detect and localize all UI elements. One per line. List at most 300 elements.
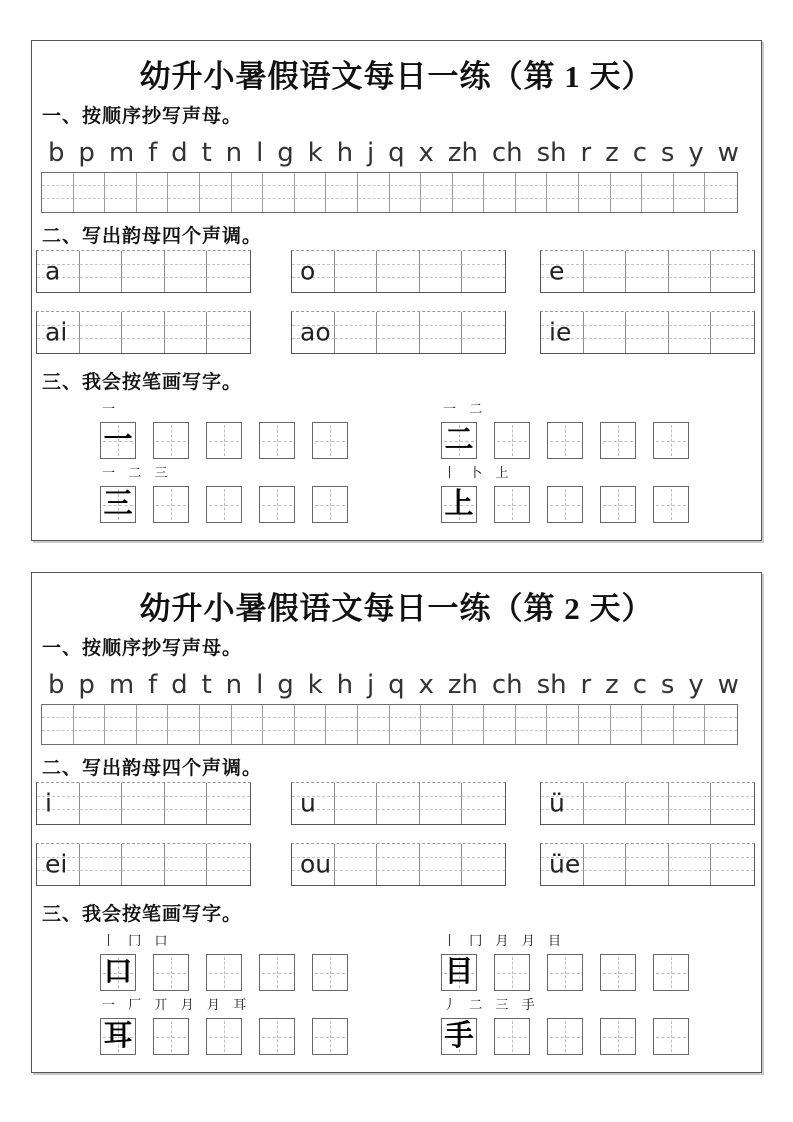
tone-cell: [122, 251, 165, 265]
section2-heading: 二、写出韵母四个声调。: [42, 758, 263, 779]
tone-cell: [711, 326, 754, 340]
tone-cell: [626, 844, 669, 858]
tone-cell: [584, 871, 627, 885]
initial-letter: w: [717, 670, 739, 700]
initial-letter: q: [388, 670, 405, 700]
tone-cell: [335, 326, 378, 340]
pinyin-grid-cell: [232, 718, 264, 731]
initial-letter: z: [605, 138, 619, 168]
stroke-order-hints: 一 二 三: [102, 465, 173, 480]
vowel-label: a: [45, 256, 61, 285]
pinyin-grid-cell: [263, 186, 295, 199]
tian-box-strip: [100, 422, 348, 459]
tian-box-practice: [312, 422, 348, 459]
pinyin-grid-cell: [642, 186, 674, 199]
tone-cell: [584, 312, 627, 326]
tone-cell: [335, 251, 378, 265]
tone-cell: [462, 326, 505, 340]
vowel-label: ie: [549, 317, 572, 346]
vowel-tone-grid: [540, 311, 755, 354]
model-character: 三: [103, 487, 133, 520]
vowel-row: [32, 311, 761, 354]
vowel-label: ou: [300, 849, 332, 878]
tone-cell: [80, 797, 123, 811]
tian-box-practice: [653, 1018, 689, 1055]
tone-cell: [711, 871, 754, 885]
tone-cell: [584, 339, 627, 353]
pinyin-grid-cell: [358, 718, 390, 731]
tian-box-strip: [100, 486, 348, 523]
vowel-tone-grid: [291, 843, 506, 886]
pinyin-grid-cell: [547, 705, 579, 718]
pinyin-grid-cell: [168, 718, 200, 731]
tone-cell: [80, 251, 123, 265]
tone-cell: [420, 858, 463, 872]
tian-box-practice: [547, 422, 583, 459]
char-practice-group: [100, 401, 348, 466]
initial-letter: t: [201, 670, 212, 700]
tone-cell: [626, 265, 669, 279]
tone-cell: [335, 278, 378, 292]
tone-cell: [80, 339, 123, 353]
initial-letter: y: [688, 670, 704, 700]
tian-box-model: [441, 486, 477, 523]
initial-letter: j: [366, 670, 375, 700]
worksheet-day-1: [31, 40, 762, 541]
tian-box-model: [100, 1018, 136, 1055]
pinyin-grid-cell: [547, 186, 579, 199]
initial-letter: r: [580, 138, 592, 168]
worksheet-day-2: [31, 572, 762, 1073]
tian-box-practice: [206, 1018, 242, 1055]
tone-cell: [80, 783, 123, 797]
initial-letter: q: [388, 138, 405, 168]
tone-cell: [207, 871, 250, 885]
section2-heading: 二、写出韵母四个声调。: [42, 226, 263, 247]
pinyin-grid-cell: [390, 731, 422, 744]
tone-cell: [711, 278, 754, 292]
tian-box-practice: [312, 954, 348, 991]
tone-cell: [711, 265, 754, 279]
char-practice-group: [441, 401, 689, 466]
pinyin-grid-cell: [484, 186, 516, 199]
pinyin-grid-cell: [358, 731, 390, 744]
initial-letter: f: [148, 670, 158, 700]
tone-cell: [165, 858, 208, 872]
tone-cell: [335, 810, 378, 824]
pinyin-grid-cell: [105, 186, 137, 199]
tone-cell: [377, 339, 420, 353]
tone-cell: [122, 783, 165, 797]
pinyin-grid-cell: [295, 731, 327, 744]
pinyin-grid-cell: [42, 186, 74, 199]
tone-cell: [669, 871, 712, 885]
tone-cell: [462, 844, 505, 858]
pinyin-grid-cell: [484, 199, 516, 212]
pinyin-grid-cell: [674, 705, 706, 718]
tone-cell: [669, 858, 712, 872]
initial-letter: l: [256, 138, 264, 168]
pinyin-copy-grid: [41, 704, 738, 745]
stroke-order-hints: 一 二: [443, 401, 488, 416]
tone-cell: [462, 278, 505, 292]
char-row: [32, 401, 761, 466]
vowel-label: ü: [549, 788, 565, 817]
pinyin-grid-cell: [295, 718, 327, 731]
tone-cell: [420, 810, 463, 824]
tone-cell: [584, 278, 627, 292]
pinyin-copy-grid: [41, 172, 738, 213]
initial-letter: y: [688, 138, 704, 168]
tone-cell: [669, 844, 712, 858]
vowel-tone-grid: [291, 250, 506, 293]
tone-cell: [165, 797, 208, 811]
tone-cell: [711, 251, 754, 265]
pinyin-grid-cell: [168, 731, 200, 744]
tian-box-strip: [100, 1018, 348, 1055]
pinyin-grid-cell: [579, 705, 611, 718]
tian-box-practice: [206, 486, 242, 523]
tian-box-model: [100, 422, 136, 459]
tian-box-practice: [547, 1018, 583, 1055]
tone-cell: [207, 265, 250, 279]
pinyin-grid-cell: [358, 705, 390, 718]
tone-cell: [122, 844, 165, 858]
tone-cell: [626, 326, 669, 340]
section3-heading: 三、我会按笔画写字。: [42, 372, 243, 393]
vowel-label: ei: [45, 849, 68, 878]
tone-cell: [207, 858, 250, 872]
vowel-tone-grid: [540, 250, 755, 293]
pinyin-grid-cell: [74, 199, 106, 212]
pinyin-grid-cell: [200, 718, 232, 731]
initials-row: [48, 667, 739, 703]
pinyin-grid-cell: [547, 718, 579, 731]
tone-cell: [584, 326, 627, 340]
vowel-label: u: [300, 788, 316, 817]
pinyin-grid-cell: [326, 705, 358, 718]
pinyin-grid-cell: [137, 199, 169, 212]
tone-cell: [122, 810, 165, 824]
model-character: 目: [444, 955, 474, 988]
vowel-tone-grid: [540, 782, 755, 825]
tian-box-practice: [494, 1018, 530, 1055]
tone-cell: [626, 251, 669, 265]
vowel-label: i: [45, 788, 52, 817]
tone-cell: [626, 339, 669, 353]
tone-cell: [207, 844, 250, 858]
pinyin-grid-cell: [705, 173, 737, 186]
tone-cell: [626, 858, 669, 872]
vowel-label: ao: [300, 317, 331, 346]
tian-box-practice: [600, 422, 636, 459]
initial-letter: ch: [491, 138, 523, 168]
char-practice-group: [441, 997, 689, 1062]
char-practice-group: [441, 933, 689, 998]
pinyin-grid-cell: [168, 186, 200, 199]
tone-cell: [335, 797, 378, 811]
tone-cell: [207, 797, 250, 811]
tian-box-practice: [653, 954, 689, 991]
pinyin-grid-cell: [516, 186, 548, 199]
tone-cell: [122, 339, 165, 353]
pinyin-grid-cell: [516, 718, 548, 731]
tian-box-strip: [441, 954, 689, 991]
tone-cell: [80, 312, 123, 326]
initials-row: [48, 135, 739, 171]
tone-cell: [122, 265, 165, 279]
tone-cell: [37, 797, 80, 811]
tone-cell: [669, 312, 712, 326]
pinyin-grid-cell: [200, 173, 232, 186]
tone-cell: [80, 858, 123, 872]
pinyin-grid-cell: [295, 186, 327, 199]
tone-cell: [80, 810, 123, 824]
initial-letter: c: [632, 138, 647, 168]
tone-cell: [335, 844, 378, 858]
pinyin-grid-cell: [484, 705, 516, 718]
pinyin-grid-cell: [137, 705, 169, 718]
tian-box-practice: [259, 954, 295, 991]
pinyin-grid-cell: [611, 199, 643, 212]
tone-cell: [377, 265, 420, 279]
tian-box-model: [441, 1018, 477, 1055]
tone-cell: [420, 844, 463, 858]
pinyin-grid-cell: [358, 186, 390, 199]
pinyin-grid-cell: [453, 199, 485, 212]
initial-letter: r: [580, 670, 592, 700]
tian-box-practice: [206, 422, 242, 459]
pinyin-grid-cell: [579, 718, 611, 731]
stroke-order-hints: 丨 冂 月 月 目: [443, 933, 567, 948]
tone-cell: [335, 783, 378, 797]
tone-cell: [37, 810, 80, 824]
model-character: 一: [103, 423, 133, 456]
pinyin-grid-cell: [674, 199, 706, 212]
tone-cell: [165, 339, 208, 353]
tone-cell: [207, 783, 250, 797]
pinyin-grid-cell: [390, 173, 422, 186]
char-row: [32, 933, 761, 998]
stroke-order-hints: 丿 二 三 手: [443, 997, 540, 1012]
pinyin-grid-cell: [263, 199, 295, 212]
tian-box-practice: [259, 422, 295, 459]
pinyin-grid-cell: [705, 186, 737, 199]
tone-cell: [335, 312, 378, 326]
tone-cell: [584, 797, 627, 811]
tone-cell: [711, 810, 754, 824]
initial-letter: sh: [536, 670, 567, 700]
tone-cell: [165, 844, 208, 858]
tone-cell: [462, 312, 505, 326]
pinyin-grid-cell: [105, 199, 137, 212]
pinyin-grid-cell: [137, 186, 169, 199]
pinyin-grid-cell: [326, 718, 358, 731]
pinyin-grid-cell: [547, 731, 579, 744]
pinyin-grid-cell: [74, 186, 106, 199]
pinyin-grid-cell: [200, 705, 232, 718]
tian-box-practice: [653, 422, 689, 459]
pinyin-grid-cell: [516, 199, 548, 212]
pinyin-grid-cell: [705, 705, 737, 718]
stroke-order-hints: 一 厂 丌 月 月 耳: [102, 997, 252, 1012]
pinyin-grid-cell: [137, 731, 169, 744]
pinyin-grid-cell: [105, 705, 137, 718]
tian-box-practice: [153, 1018, 189, 1055]
tone-cell: [420, 326, 463, 340]
initial-letter: p: [78, 670, 95, 700]
tian-box-practice: [547, 954, 583, 991]
tian-box-practice: [600, 1018, 636, 1055]
tone-cell: [80, 326, 123, 340]
tone-cell: [335, 339, 378, 353]
tone-cell: [165, 810, 208, 824]
pinyin-grid-cell: [453, 186, 485, 199]
initial-letter: s: [660, 138, 675, 168]
pinyin-grid-cell: [547, 199, 579, 212]
stroke-order-hints: 丨 冂 口: [102, 933, 173, 948]
pinyin-grid-cell: [200, 199, 232, 212]
tone-cell: [626, 810, 669, 824]
model-character: 口: [103, 955, 133, 988]
tone-cell: [626, 797, 669, 811]
model-character: 上: [444, 487, 474, 520]
tone-cell: [669, 278, 712, 292]
model-character: 耳: [103, 1019, 133, 1052]
pinyin-grid-cell: [200, 731, 232, 744]
pinyin-grid-cell: [295, 173, 327, 186]
pinyin-grid-cell: [326, 173, 358, 186]
pinyin-grid-cell: [516, 705, 548, 718]
tone-cell: [462, 339, 505, 353]
tone-cell: [207, 339, 250, 353]
initial-letter: t: [201, 138, 212, 168]
pinyin-grid-cell: [232, 199, 264, 212]
vowel-label: o: [300, 256, 316, 285]
pinyin-grid-cell: [421, 173, 453, 186]
tone-cell: [122, 858, 165, 872]
tian-box-practice: [153, 954, 189, 991]
tone-cell: [335, 858, 378, 872]
tian-box-practice: [153, 422, 189, 459]
initial-letter: k: [307, 670, 323, 700]
tone-cell: [335, 265, 378, 279]
pinyin-grid-cell: [232, 186, 264, 199]
tian-box-practice: [600, 486, 636, 523]
tian-box-practice: [653, 486, 689, 523]
tone-cell: [165, 871, 208, 885]
tone-cell: [462, 251, 505, 265]
tone-cell: [37, 783, 80, 797]
stroke-order-hints: 丨 卜 上: [443, 465, 514, 480]
tone-cell: [80, 844, 123, 858]
pinyin-grid-cell: [390, 199, 422, 212]
tone-cell: [626, 783, 669, 797]
vowel-label: üe: [549, 849, 581, 878]
initial-letter: d: [171, 138, 188, 168]
initial-letter: s: [660, 670, 675, 700]
tone-cell: [711, 797, 754, 811]
tone-cell: [377, 326, 420, 340]
tone-cell: [669, 265, 712, 279]
vowel-tone-grid: [36, 311, 251, 354]
tone-cell: [420, 251, 463, 265]
tone-cell: [165, 312, 208, 326]
vowel-row: [32, 250, 761, 293]
tian-box-model: [100, 486, 136, 523]
tone-cell: [80, 265, 123, 279]
pinyin-grid-cell: [168, 705, 200, 718]
vowel-tone-grid: [540, 843, 755, 886]
pinyin-grid-cell: [611, 173, 643, 186]
pinyin-grid-cell: [74, 705, 106, 718]
tone-cell: [377, 871, 420, 885]
pinyin-grid-cell: [168, 173, 200, 186]
pinyin-grid-cell: [579, 173, 611, 186]
tone-cell: [669, 251, 712, 265]
initial-letter: x: [418, 670, 434, 700]
pinyin-grid-cell: [232, 705, 264, 718]
initial-letter: ch: [491, 670, 523, 700]
char-practice-group: [100, 933, 348, 998]
tone-cell: [584, 810, 627, 824]
section1-heading: 一、按顺序抄写声母。: [42, 638, 243, 659]
pinyin-grid-cell: [453, 173, 485, 186]
initial-letter: b: [48, 670, 65, 700]
initial-letter: m: [108, 670, 135, 700]
pinyin-grid-cell: [232, 731, 264, 744]
tone-cell: [377, 783, 420, 797]
initial-letter: m: [108, 138, 135, 168]
tone-cell: [207, 251, 250, 265]
pinyin-grid-cell: [579, 731, 611, 744]
tone-cell: [711, 312, 754, 326]
tone-cell: [626, 278, 669, 292]
char-practice-group: [441, 465, 689, 530]
tian-box-strip: [441, 486, 689, 523]
tone-cell: [626, 312, 669, 326]
tone-cell: [626, 871, 669, 885]
pinyin-grid-cell: [453, 705, 485, 718]
pinyin-grid-cell: [453, 718, 485, 731]
tian-box-practice: [494, 422, 530, 459]
tian-box-strip: [441, 422, 689, 459]
initial-letter: sh: [536, 138, 567, 168]
pinyin-grid-cell: [390, 705, 422, 718]
pinyin-grid-cell: [295, 705, 327, 718]
pinyin-grid-cell: [421, 186, 453, 199]
pinyin-grid-cell: [611, 718, 643, 731]
pinyin-grid-cell: [547, 173, 579, 186]
pinyin-grid-cell: [484, 731, 516, 744]
char-row: [32, 997, 761, 1062]
pinyin-grid-cell: [611, 705, 643, 718]
tone-cell: [420, 278, 463, 292]
tone-cell: [165, 251, 208, 265]
pinyin-grid-cell: [611, 731, 643, 744]
initial-letter: h: [336, 138, 354, 168]
initial-letter: h: [336, 670, 354, 700]
tone-cell: [80, 278, 123, 292]
pinyin-grid-cell: [579, 199, 611, 212]
pinyin-grid-cell: [674, 173, 706, 186]
initial-letter: n: [225, 670, 243, 700]
initial-letter: zh: [447, 138, 478, 168]
pinyin-grid-cell: [42, 173, 74, 186]
tone-cell: [165, 326, 208, 340]
tone-cell: [207, 312, 250, 326]
pinyin-grid-cell: [263, 705, 295, 718]
